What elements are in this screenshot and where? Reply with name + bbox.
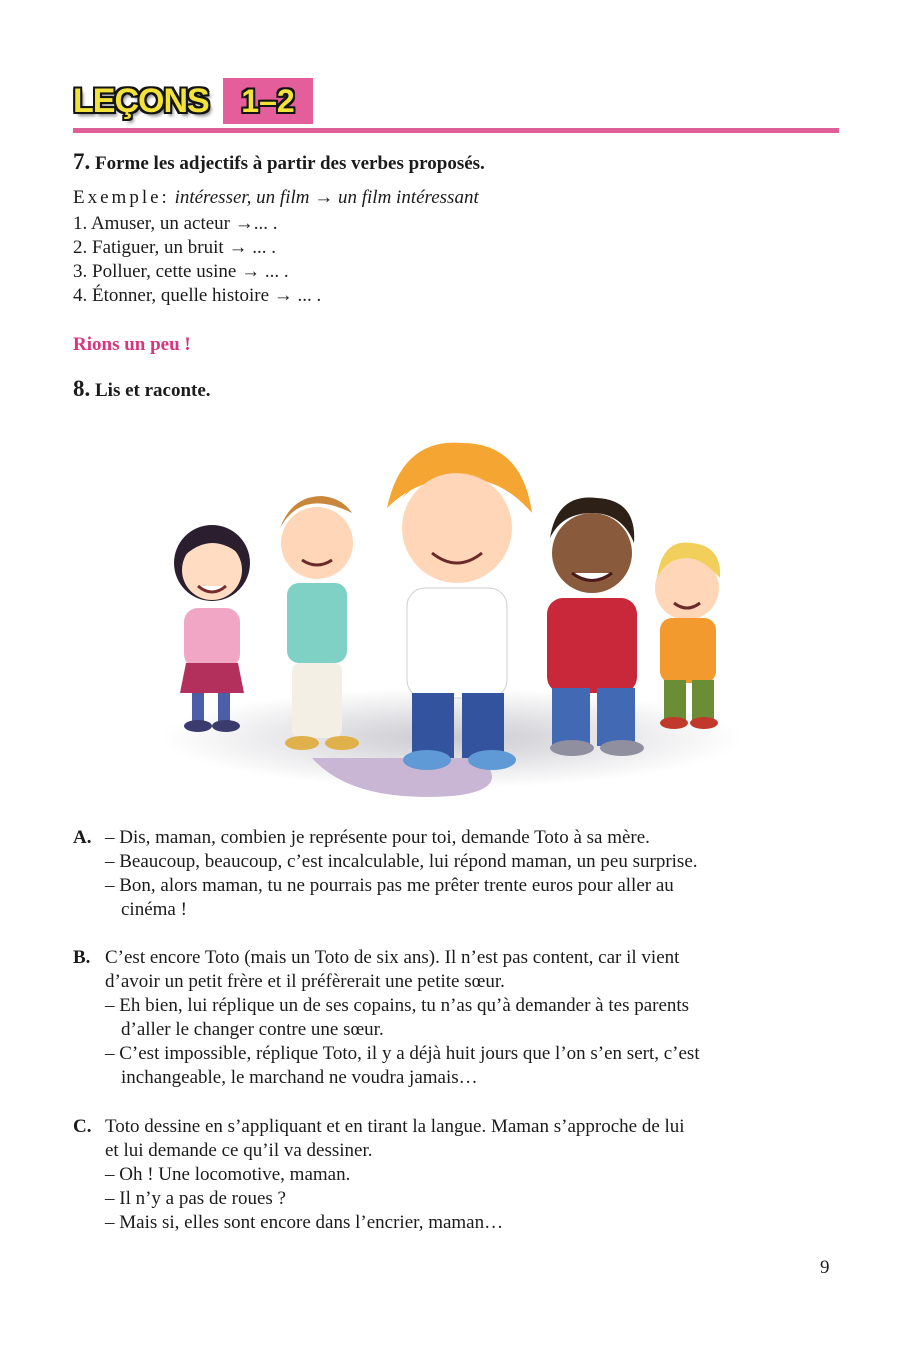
exercise-item: 3. Polluer, cette usine → ... . [73,261,289,282]
cartoon-children-illustration [152,418,762,803]
exercise-item: 4. Étonner, quelle histoire → ... . [73,285,322,306]
story-line: et lui demande ce qu’il va dessiner. [105,1140,373,1161]
story-line: – Beaucoup, beaucoup, c’est incalculable, lui répond maman, un peu surprise. [105,851,698,872]
exercise-7-heading [73,150,485,176]
exercise-instruction: Forme les adjectifs à partir des verbes proposés. [95,153,485,174]
story-line: – C’est impossible, réplique Toto, il y a déjà huit jours que l’on s’en sert, c’est [105,1043,700,1064]
story-a [73,826,843,922]
example-text: intéresser, un film → un film intéressant [174,187,479,208]
story-line: inchangeable, le marchand ne voudra jamais… [121,1067,478,1088]
example-label: Exemple: [73,187,170,208]
story-line: cinéma ! [121,899,187,920]
lesson-header [73,78,839,136]
story-b [73,946,843,1090]
story-line: – Eh bien, lui réplique un de ses copains, tu n’as qu’à demander à tes parents [105,995,690,1016]
story-line: – Il n’y a pas de roues ? [105,1188,286,1209]
example-line [73,186,479,210]
lessons-range-badge: 1–2 [223,78,313,124]
exercise-instruction: Lis et raconte. [95,380,211,401]
story-line: – Bon, alors maman, tu ne pourrais pas me prêter trente euros pour aller au [105,875,674,896]
story-letter: A. [73,827,92,848]
story-line: C’est encore Toto (mais un Toto de six ans). Il n’est pas content, car il vient [105,947,680,968]
story-line: d’avoir un petit frère et il préfèrerait une petite sœur. [105,971,505,992]
story-line: – Dis, maman, combien je représente pour toi, demande Toto à sa mère. [105,827,650,848]
lessons-label: LEÇONS [73,82,209,120]
story-line: Toto dessine en s’appliquant et en tirant la langue. Maman s’approche de lui [105,1116,685,1137]
story-line: – Mais si, elles sont encore dans l’encrier, maman… [105,1212,504,1233]
story-line: – Oh ! Une locomotive, maman. [105,1164,351,1185]
exercise-item: 1. Amuser, un acteur →... . [73,213,278,234]
exercise-number: 8. [73,376,91,401]
story-letter: C. [73,1116,92,1137]
girl-character [174,525,250,732]
story-letter: B. [73,947,91,968]
small-boy-character [655,542,720,729]
page-number: 9 [820,1257,830,1278]
exercise-item: 2. Fatiguer, un bruit → ... . [73,237,276,258]
story-c [73,1115,843,1235]
exercise-number: 7. [73,149,91,174]
section-title: Rions un peu ! [73,334,191,355]
header-divider [73,128,839,133]
story-line: d’aller le changer contre une sœur. [121,1019,384,1040]
exercise-8-heading [73,377,211,403]
